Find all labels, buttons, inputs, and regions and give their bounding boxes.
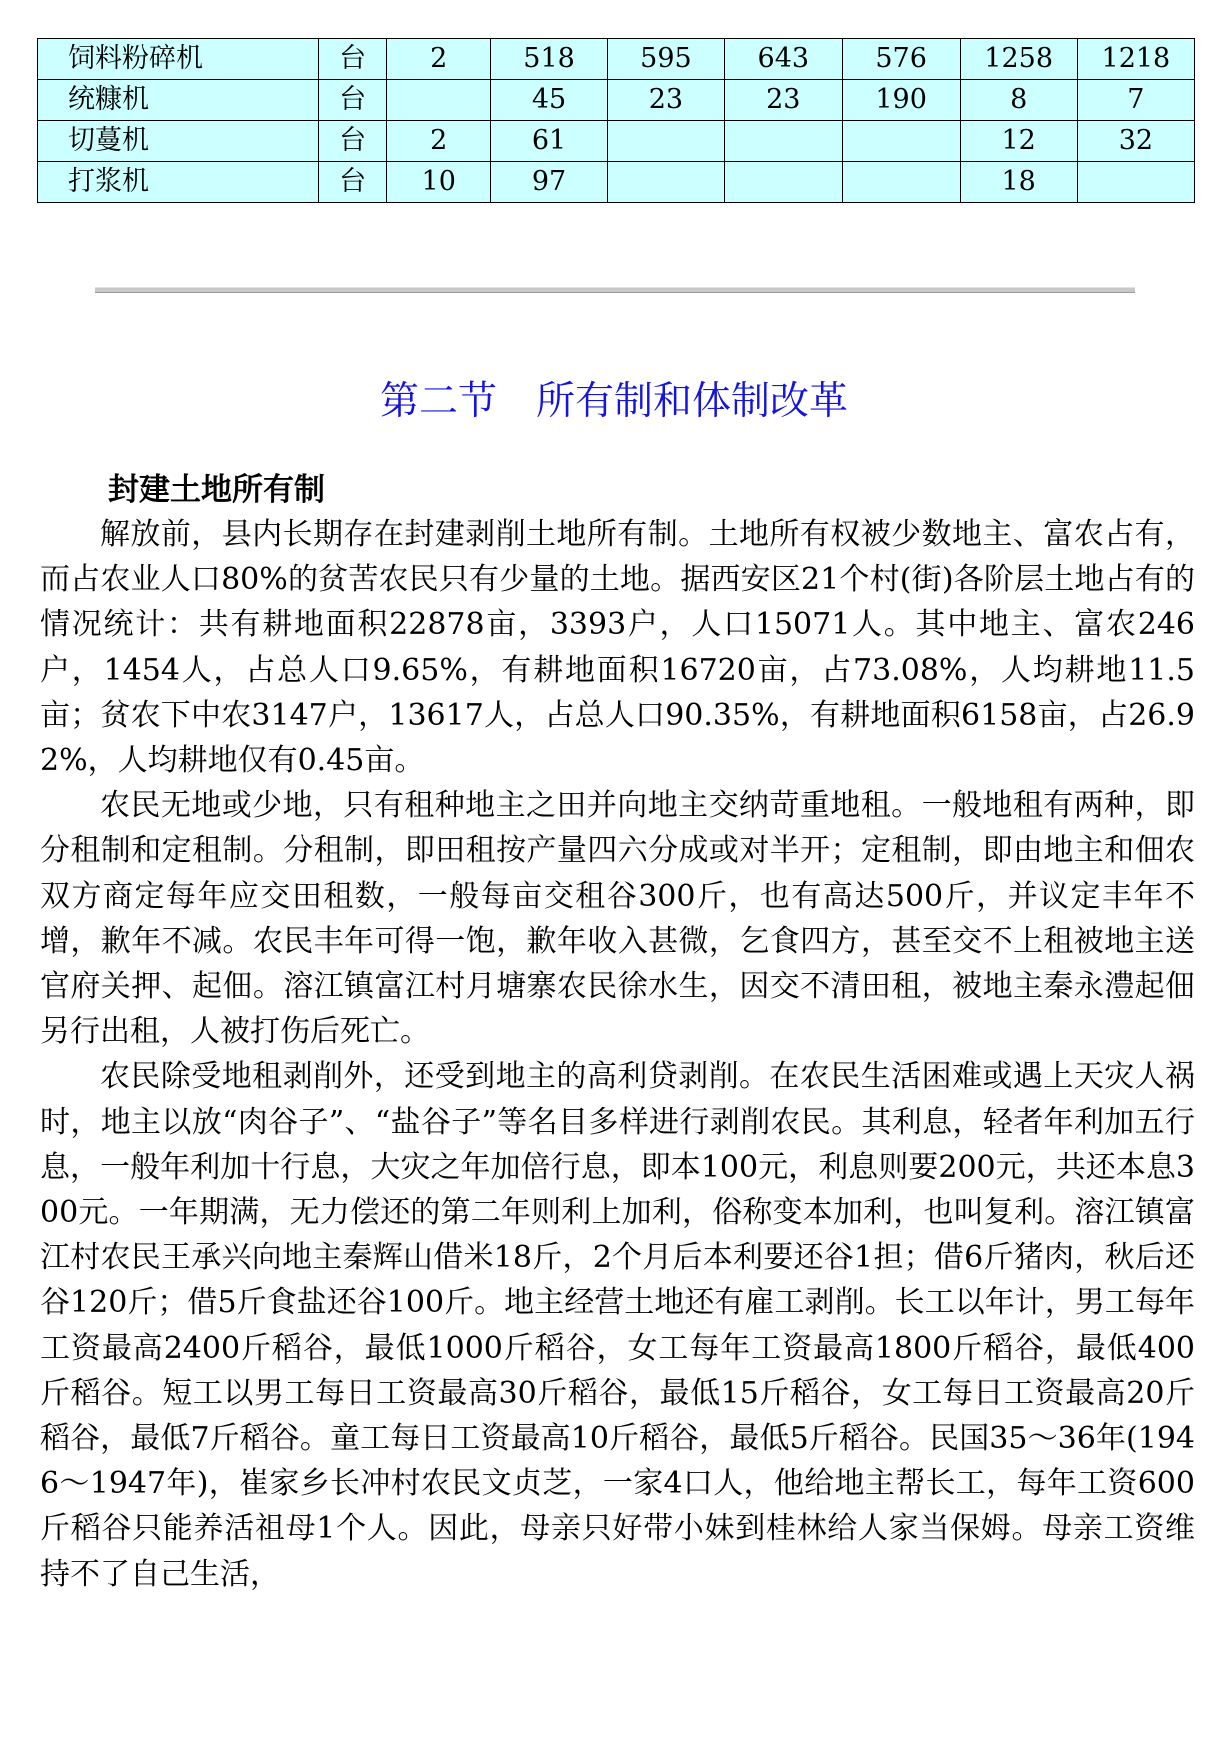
machine-name-cell: 饲料粉碎机 bbox=[38, 39, 319, 80]
value-cell: 518 bbox=[491, 39, 608, 80]
paragraph: 解放前，县内长期存在封建剥削土地所有制。土地所有权被少数地主、富农占有，而占农业人口80%的贫苦农民只有少量的土地。据西安区21个村(街)各阶层土地占有的情况统计：共有耕地面积22878亩，3393户，人口15071人。其中地主、富农246户，1454人，占总人口9.65%，有耕地面积16720亩，占73.08%，人均耕地11.5亩；贫农下中农3147户，13617人，占总人口90.35%，有耕地面积6158亩，占26.92%，人均耕地仅有0.45亩。 bbox=[40, 517, 1195, 779]
value-cell bbox=[607, 121, 724, 162]
value-cell: 8 bbox=[960, 80, 1077, 121]
unit-cell: 台 bbox=[319, 39, 387, 80]
value-cell bbox=[842, 121, 960, 162]
value-cell: 10 bbox=[387, 162, 491, 203]
machinery-table bbox=[37, 38, 1195, 203]
value-cell: 7 bbox=[1077, 80, 1194, 121]
value-cell: 2 bbox=[387, 121, 491, 162]
subsection-heading: 封建土地所有制 bbox=[108, 472, 325, 508]
value-cell: 2 bbox=[387, 39, 491, 80]
value-cell: 190 bbox=[842, 80, 960, 121]
table-row bbox=[38, 121, 1195, 162]
unit-cell: 台 bbox=[319, 121, 387, 162]
value-cell: 1218 bbox=[1077, 39, 1194, 80]
unit-cell: 台 bbox=[319, 162, 387, 203]
value-cell bbox=[724, 121, 842, 162]
unit-cell: 台 bbox=[319, 80, 387, 121]
machine-name-cell: 统糠机 bbox=[38, 80, 319, 121]
section-divider bbox=[95, 287, 1135, 293]
table-row bbox=[38, 39, 1195, 80]
value-cell: 643 bbox=[724, 39, 842, 80]
body-text bbox=[40, 512, 1195, 1597]
value-cell: 23 bbox=[607, 80, 724, 121]
value-cell: 32 bbox=[1077, 121, 1194, 162]
value-cell bbox=[1077, 162, 1194, 203]
value-cell: 576 bbox=[842, 39, 960, 80]
table-row bbox=[38, 162, 1195, 203]
machine-name-cell: 打浆机 bbox=[38, 162, 319, 203]
value-cell bbox=[607, 162, 724, 203]
value-cell: 595 bbox=[607, 39, 724, 80]
value-cell bbox=[387, 80, 491, 121]
table-row bbox=[38, 80, 1195, 121]
value-cell bbox=[724, 162, 842, 203]
value-cell: 45 bbox=[491, 80, 608, 121]
value-cell: 61 bbox=[491, 121, 608, 162]
value-cell: 18 bbox=[960, 162, 1077, 203]
value-cell bbox=[842, 162, 960, 203]
value-cell: 23 bbox=[724, 80, 842, 121]
value-cell: 1258 bbox=[960, 39, 1077, 80]
section-title: 第二节 所有制和体制改革 bbox=[379, 379, 848, 424]
value-cell: 12 bbox=[960, 121, 1077, 162]
paragraph: 农民无地或少地，只有租种地主之田并向地主交纳苛重地租。一般地租有两种，即分租制和定租制。分租制，即田租按产量四六分成或对半开；定租制，即由地主和佃农双方商定每年应交田租数，一般每亩交租谷300斤，也有高达500斤，并议定丰年不增，歉年不减。农民丰年可得一饱，歉年收入甚微，乞食四方，甚至交不上租被地主送官府关押、起佃。溶江镇富江村月塘寨农民徐水生，因交不清田租，被地主秦永澧起佃另行出租，人被打伤后死亡。 bbox=[40, 788, 1195, 1050]
value-cell: 97 bbox=[491, 162, 608, 203]
paragraph: 农民除受地租剥削外，还受到地主的高利贷剥削。在农民生活困难或遇上天灾人祸时，地主以放“肉谷子”、“盐谷子”等名目多样进行剥削农民。其利息，轻者年利加五行息，一般年利加十行息，大灾之年加倍行息，即本100元，利息则要200元，共还本息300元。一年期满，无力偿还的第二年则利上加利，俗称变本加利，也叫复利。溶江镇富江村农民王承兴向地主秦辉山借米18斤，2个月后本利要还谷1担；借6斤猪肉，秋后还谷120斤；借5斤食盐还谷100斤。地主经营土地还有雇工剥削。长工以年计，男工每年工资最高2400斤稻谷，最低1000斤稻谷，女工每年工资最高1800斤稻谷，最低400斤稻谷。短工以男工每日工资最高30斤稻谷，最低15斤稻谷，女工每日工资最高20斤稻谷，最低7斤稻谷。童工每日工资最高10斤稻谷，最低5斤稻谷。民国35～36年(1946～1947年)，崔家乡长冲村农民文贞芝，一家4口人，他给地主帮长工，每年工资600斤稻谷只能养活祖母1个人。因此，母亲只好带小妹到桂林给人家当保姆。母亲工资维持不了自己生活， bbox=[40, 1059, 1195, 1592]
machine-name-cell: 切蔓机 bbox=[38, 121, 319, 162]
